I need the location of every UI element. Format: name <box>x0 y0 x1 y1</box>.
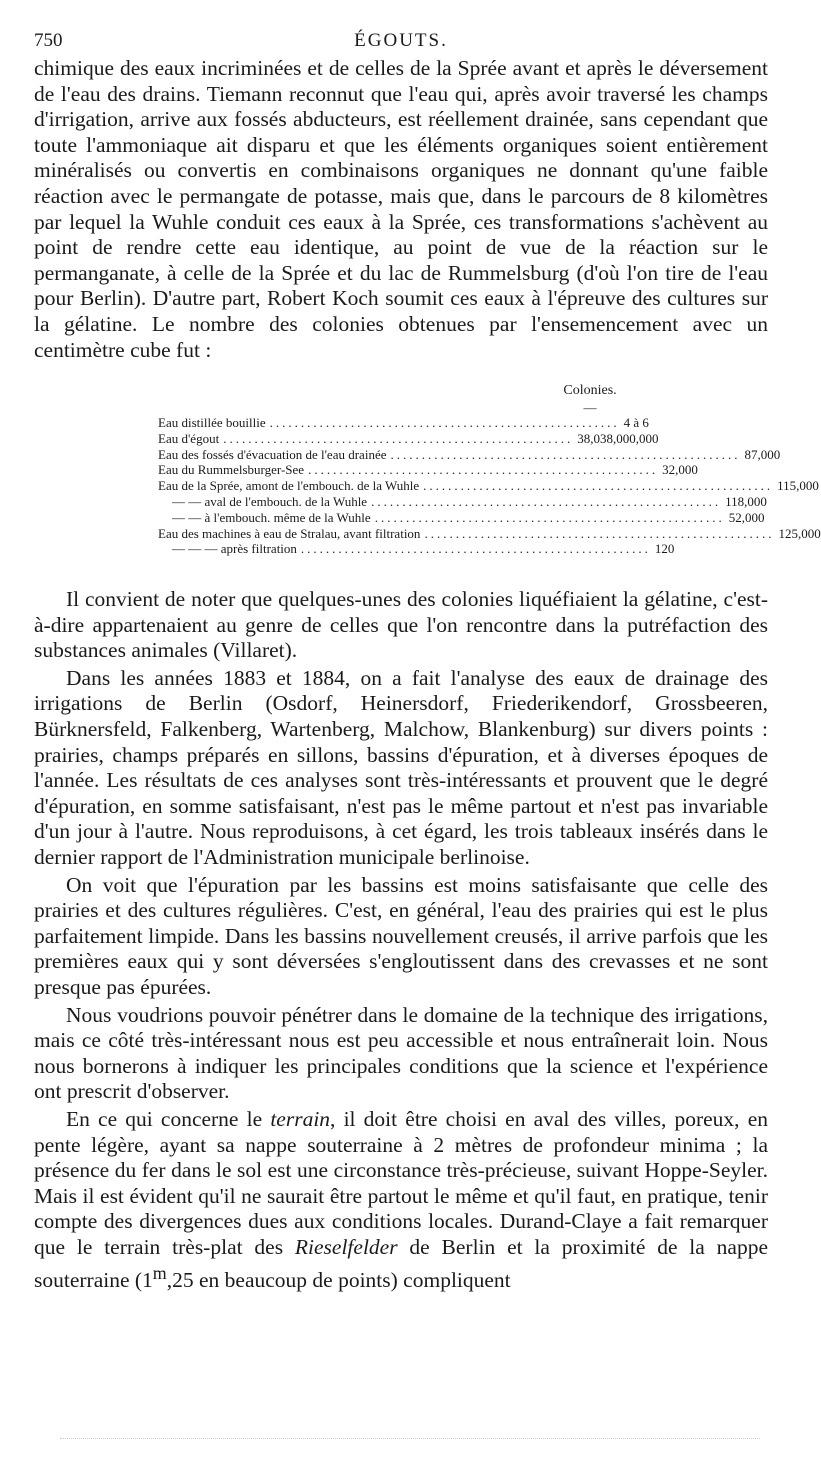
superscript-unit: m <box>152 1262 167 1283</box>
row-label: Eau des machines à eau de Stralau, avant filtration <box>158 525 421 541</box>
page-number: 750 <box>34 30 63 51</box>
paragraph-6: En ce qui concerne le terrain, il doit être choisi en aval des villes, poreux, en pente légère, ayant sa nappe souterraine à 2 mètres de profondeur minima ; la présence du fer dans le sol est une circonstance très-précieuse, suivant Hoppe-Seyler. Mais il est évident qu'il ne saurait être partout le même et qu'il faut, en pratique, tenir compte des divergences dues aux conditions locales. Durand-Claye a fait remarquer que le terrain très-plat des Rieselfelder de Berlin et la proximité de la nappe souterraine (1$^m$,25 en beaucoup de points) compliquent <box>34 1106 768 1292</box>
table-header-rule: — <box>583 399 597 415</box>
leader-dots: ........................................................ <box>308 462 659 478</box>
row-label: Eau d'égout <box>158 430 220 446</box>
term-rieselfelder: Rieselfelder <box>294 1234 398 1259</box>
term-terrain: terrain <box>270 1106 331 1131</box>
leader-dots: ........................................................ <box>424 525 775 541</box>
row-label: — — aval de l'embouch. de la Wuhle <box>172 493 368 509</box>
table-row <box>158 478 819 494</box>
table-row <box>158 525 821 542</box>
row-value: 4 à 6 <box>623 414 649 430</box>
table-row <box>158 414 649 431</box>
row-value: 87,000 <box>744 446 781 462</box>
leader-dots: ........................................................ <box>390 446 741 462</box>
row-label: Eau des fossés d'évacuation de l'eau drainée <box>158 446 387 462</box>
row-value: 38,038,000,000 <box>577 430 659 446</box>
row-label: — — à l'embouch. même de la Wuhle <box>172 509 371 525</box>
leader-dots: ........................................................ <box>374 509 725 525</box>
paragraph-3: Dans les années 1883 et 1884, on a fait l'analyse des eaux de drainage des irrigations de Berlin (Osdorf, Heinersdorf, Friederikendorf, Grossbeeren, Bürknersfeld, Falkenberg, Wartenberg, Malchow, Blankenburg) sur divers points : prairies, champs préparés en sillons, bassins d'épuration, et à diverses époques de l'année. Les résultats de ces analyses sont très-intéressants et prouvent que le degré d'épuration, en somme satisfaisant, n'est pas le même partout et n'est pas invariable d'un jour à l'autre. Nous reproduisons, à cet égard, les trois tableaux insérés dans le dernier rapport de l'Administration municipale berlinoise. <box>34 665 768 870</box>
row-label: Eau distillée bouillie <box>158 414 266 430</box>
colonies-table <box>158 383 821 557</box>
paragraph-2: Il convient de noter que quelques-unes des colonies liquéfiaient la gélatine, c'est-à-dire appartenaient au genre de celles que l'on rencontre dans la putréfaction des substances animales (Villaret). <box>34 587 768 663</box>
row-label: Eau du Rummelsburger-See <box>158 462 305 478</box>
table-spacer <box>34 557 768 587</box>
row-value: 125,000 <box>778 525 821 541</box>
paragraph-5: Nous voudrions pouvoir pénétrer dans le domaine de la technique des irrigations, mais ce côté très-intéressant nous est peu accessible et nous entraînerait loin. Nous nous bornerons à indiquer les principales conditions que la science et l'expérience ont prescrit d'observer. <box>34 1002 768 1104</box>
row-value: 52,000 <box>728 509 765 525</box>
document-page <box>34 22 821 1293</box>
table-row <box>158 430 659 447</box>
leader-dots: ........................................................ <box>371 493 722 509</box>
leader-dots: ........................................................ <box>269 414 620 430</box>
leader-dots: ........................................................ <box>223 430 574 446</box>
page-header <box>34 22 768 56</box>
scan-bleed-through <box>60 1438 760 1441</box>
running-head: ÉGOUTS. <box>354 30 448 51</box>
row-label: Eau de la Sprée, amont de l'embouch. de la Wuhle <box>158 478 420 494</box>
paragraph-1: chimique des eaux incriminées et de celles de la Sprée avant et après le déversement de l'eau des drains. Tiemann reconnut que l'eau qui, après avoir traversé les champs d'irrigation, arrive aux fossés abducteurs, est réellement drainée, sans cependant que toute l'ammoniaque ait disparu et que les éléments organiques soient entièrement minéralisés ou convertis en combinaisons organiques ne donnant qu'une faible réaction avec le permangate de potasse, mais que, dans le parcours de 8 kilomètres par lequel la Wuhle conduit ces eaux à la Sprée, ces transformations s'achèvent au point de rendre cette eau identique, au point de vue de la réaction sur le permanganate, à celle de la Sprée et du lac de Rummelsburg (d'où l'on tire de l'eau pour Berlin). D'autre part, Robert Koch soumit ces eaux à l'épreuve des cultures sur la gélatine. Le nombre des colonies obtenues par l'ensemencement avec un centimètre cube fut : <box>34 56 768 362</box>
table-column-header: Colonies. <box>563 383 617 399</box>
row-value: 32,000 <box>662 462 698 478</box>
table-row <box>158 462 698 478</box>
paragraph-4: On voit que l'épuration par les bassins est moins satisfaisante que celle des prairies et des cultures régulières. C'est, en général, l'eau des prairies qui est le plus parfaitement limpide. Dans les bassins nouvellement creusés, il arrive parfois que les premières eaux qui y sont déversées s'engloutissent dans des crevasses et ne sont presque pas épurées. <box>34 872 768 999</box>
table-row <box>158 446 781 463</box>
row-value: 115,000 <box>777 478 819 494</box>
leader-dots: ........................................................ <box>423 478 774 494</box>
row-value: 120 <box>654 541 675 557</box>
table-row <box>158 541 675 557</box>
row-value: 118,000 <box>725 493 767 509</box>
leader-dots: ........................................................ <box>300 541 651 557</box>
table-row <box>158 509 765 526</box>
table-row <box>158 493 767 510</box>
row-label: — — — après filtration <box>172 541 297 557</box>
